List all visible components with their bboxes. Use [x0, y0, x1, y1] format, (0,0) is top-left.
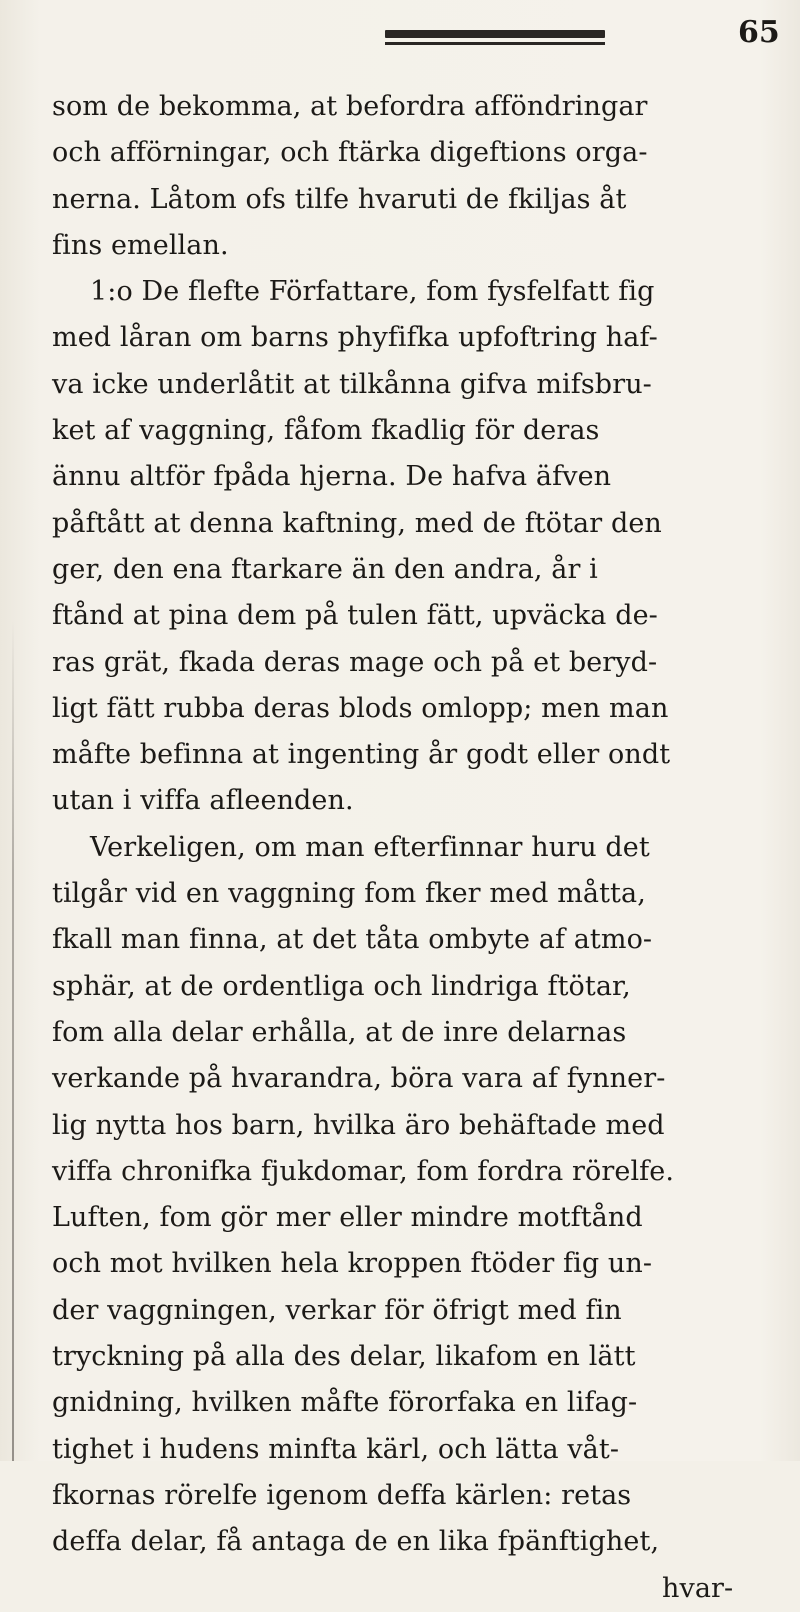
text-line: måfte befinna at ingenting år godt eller ondt — [52, 739, 671, 771]
text-line: fkornas rörelfe igenom deffa kärlen: retas — [52, 1479, 632, 1511]
text-line: ftånd at pina dem på tulen fätt, upväcka de- — [52, 600, 658, 632]
text-line: Luften, fom gör mer eller mindre motftånd — [52, 1202, 643, 1234]
text-line: ket af vaggning, fåfom fkadlig för deras — [52, 415, 600, 447]
catchword: hvar- — [662, 1572, 734, 1604]
text-line: fkall man finna, at det tåta ombyte af atmo- — [52, 924, 653, 956]
text-line: nerna. Låtom ofs tilfe hvaruti de fkiljas åt — [52, 183, 627, 215]
header-rule — [385, 30, 605, 38]
text-line: och afförningar, och ftärka digeftions orga- — [52, 137, 648, 169]
text-line: och mot hvilken hela kroppen ftöder fig un- — [52, 1248, 653, 1280]
text-line: verkande på hvarandra, böra vara af fynner- — [52, 1063, 666, 1095]
text-line: påftått at denna kaftning, med de ftötar den — [52, 507, 662, 539]
text-line: gnidning, hvilken måfte förorfaka en lifag- — [52, 1387, 638, 1419]
text-line: ras grät, fkada deras mage och på et beryd- — [52, 646, 658, 678]
text-line: fins emellan. — [52, 229, 229, 261]
text-line: Verkeligen, om man efterfinnar huru det — [90, 831, 650, 863]
text-line: fom alla delar erhålla, at de inre delarnas — [52, 1016, 627, 1048]
text-line: lig nytta hos barn, hvilka äro behäftade med — [52, 1109, 665, 1141]
text-line: tryckning på alla des delar, likafom en lätt — [52, 1341, 636, 1373]
text-line: som de bekomma, at befordra afföndringar — [52, 91, 648, 122]
text-line: med låran om barns phyfifka upfoftring haf- — [52, 322, 658, 354]
text-line: viffa chronifka fjukdomar, fom fordra rörelfe. — [52, 1155, 675, 1187]
text-line: ännu altför fpåda hjerna. De hafva äfven — [52, 461, 612, 493]
text-line: 1:o De flefte Författare, fom fysfelfatt fig — [90, 276, 655, 308]
text-line: utan i viffa afleenden. — [52, 785, 354, 817]
text-line: ger, den ena ftarkare än den andra, år i — [52, 553, 598, 585]
binding-shadow — [12, 620, 14, 1461]
text-line: ligt fätt rubba deras blods omlopp; men man — [52, 692, 669, 724]
text-line: va icke underlåtit at tilkånna gifva mifsbru- — [52, 368, 652, 400]
text-line: der vaggningen, verkar för öfrigt med fin — [52, 1294, 622, 1326]
text-line: tilgår vid en vaggning fom fker med måtta, — [52, 878, 646, 910]
text-line: deffa delar, få antaga de en lika fpänftighet, — [52, 1526, 660, 1558]
text-line: sphär, at de ordentliga och lindriga ftötar, — [52, 970, 631, 1002]
page-number: 65 — [738, 15, 780, 50]
body-text — [52, 84, 768, 1612]
text-line: tighet i hudens minfta kärl, och lätta våt- — [52, 1433, 620, 1465]
